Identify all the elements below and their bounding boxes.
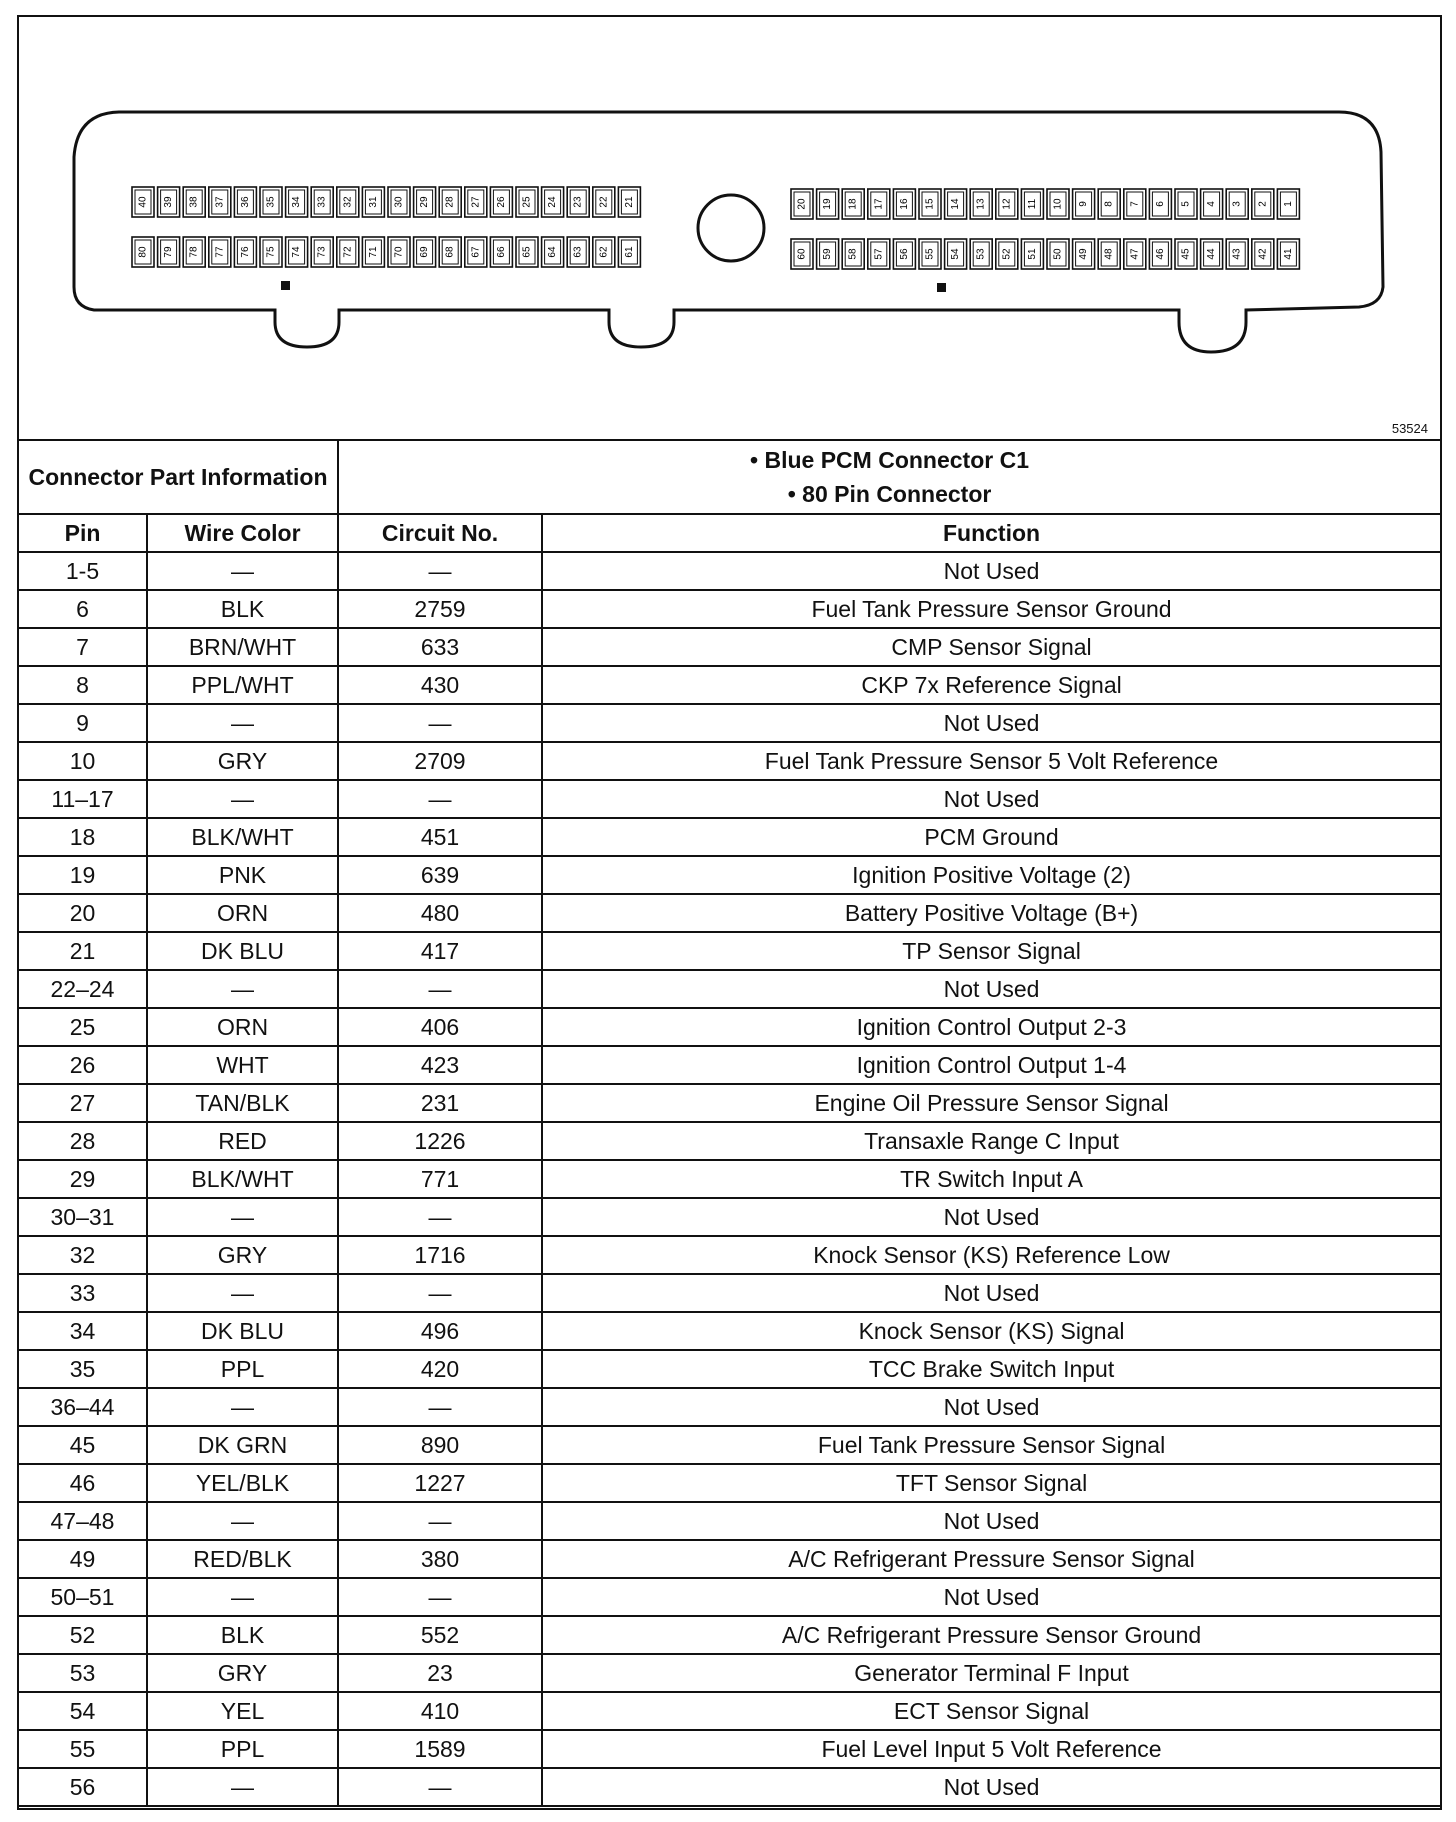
function-cell: Ignition Positive Voltage (2) bbox=[542, 856, 1440, 894]
circuit-cell: — bbox=[338, 1578, 542, 1616]
pin-number-label: 43 bbox=[1231, 248, 1243, 260]
pin-cell: 18 bbox=[19, 818, 147, 856]
table-row bbox=[19, 1730, 1440, 1768]
table-row bbox=[19, 932, 1440, 970]
table-row bbox=[19, 1464, 1440, 1502]
pin-number-label: 24 bbox=[547, 196, 559, 208]
pin-number-label: 76 bbox=[239, 246, 251, 258]
pin-number-label: 37 bbox=[214, 196, 226, 208]
pin-number-label: 65 bbox=[521, 246, 533, 258]
circuit-cell: 639 bbox=[338, 856, 542, 894]
wire-color-cell: — bbox=[147, 1578, 338, 1616]
function-cell: TFT Sensor Signal bbox=[542, 1464, 1440, 1502]
pin-number-label: 16 bbox=[898, 198, 910, 210]
pin-cell: 19 bbox=[19, 856, 147, 894]
pin-number-label: 22 bbox=[598, 196, 610, 208]
pin-number-label: 34 bbox=[291, 196, 303, 208]
wire-color-cell: — bbox=[147, 1198, 338, 1236]
pin-cell: 27 bbox=[19, 1084, 147, 1122]
pin-number-label: 12 bbox=[1001, 198, 1013, 210]
pin-number-label: 28 bbox=[444, 196, 456, 208]
pin-number-label: 44 bbox=[1206, 248, 1218, 260]
circuit-cell: 771 bbox=[338, 1160, 542, 1198]
pin-cell: 1-5 bbox=[19, 552, 147, 590]
function-cell: Fuel Level Input 5 Volt Reference bbox=[542, 1730, 1440, 1768]
wire-color-cell: ORN bbox=[147, 894, 338, 932]
pin-number-label: 55 bbox=[924, 248, 936, 260]
table-row bbox=[19, 1198, 1440, 1236]
circuit-cell: 406 bbox=[338, 1008, 542, 1046]
pin-cell: 56 bbox=[19, 1768, 147, 1806]
pin-cell: 45 bbox=[19, 1426, 147, 1464]
pin-cell: 53 bbox=[19, 1654, 147, 1692]
pin-number-label: 35 bbox=[265, 196, 277, 208]
wire-color-cell: PPL/WHT bbox=[147, 666, 338, 704]
connector-description bbox=[338, 441, 1440, 514]
function-cell: Not Used bbox=[542, 704, 1440, 742]
table-row bbox=[19, 1578, 1440, 1616]
function-cell: Fuel Tank Pressure Sensor Signal bbox=[542, 1426, 1440, 1464]
function-cell: Ignition Control Output 1-4 bbox=[542, 1046, 1440, 1084]
function-cell: CKP 7x Reference Signal bbox=[542, 666, 1440, 704]
circuit-cell: 890 bbox=[338, 1426, 542, 1464]
table-row bbox=[19, 1502, 1440, 1540]
table-row bbox=[19, 818, 1440, 856]
circuit-cell: — bbox=[338, 780, 542, 818]
pin-number-label: 8 bbox=[1103, 201, 1115, 207]
circuit-cell: 23 bbox=[338, 1654, 542, 1692]
pin-cell: 9 bbox=[19, 704, 147, 742]
function-cell: Ignition Control Output 2-3 bbox=[542, 1008, 1440, 1046]
pin-number-label: 75 bbox=[265, 246, 277, 258]
table-row bbox=[19, 552, 1440, 590]
pin-number-label: 33 bbox=[316, 196, 328, 208]
table-row bbox=[19, 1312, 1440, 1350]
circuit-cell: 2759 bbox=[338, 590, 542, 628]
pin-number-label: 60 bbox=[796, 248, 808, 260]
table-row bbox=[19, 1616, 1440, 1654]
wire-color-cell: BRN/WHT bbox=[147, 628, 338, 666]
circuit-cell: — bbox=[338, 1198, 542, 1236]
pin-number-label: 72 bbox=[342, 246, 354, 258]
pin-number-label: 29 bbox=[419, 196, 431, 208]
wire-color-cell: DK BLU bbox=[147, 932, 338, 970]
table-row bbox=[19, 590, 1440, 628]
table-row bbox=[19, 970, 1440, 1008]
circuit-cell: 633 bbox=[338, 628, 542, 666]
function-cell: PCM Ground bbox=[542, 818, 1440, 856]
pin-cell: 22–24 bbox=[19, 970, 147, 1008]
pin-number-label: 3 bbox=[1231, 201, 1243, 207]
pin-cell: 6 bbox=[19, 590, 147, 628]
wire-color-cell: — bbox=[147, 1388, 338, 1426]
circuit-cell: 423 bbox=[338, 1046, 542, 1084]
circuit-cell: 380 bbox=[338, 1540, 542, 1578]
function-cell: Knock Sensor (KS) Reference Low bbox=[542, 1236, 1440, 1274]
pin-number-label: 9 bbox=[1078, 201, 1090, 207]
circuit-cell: 430 bbox=[338, 666, 542, 704]
wire-color-cell: — bbox=[147, 970, 338, 1008]
pin-cell: 8 bbox=[19, 666, 147, 704]
function-cell: Not Used bbox=[542, 1768, 1440, 1806]
table-row bbox=[19, 742, 1440, 780]
col-header-function: Function bbox=[542, 514, 1440, 552]
table-row bbox=[19, 1768, 1440, 1806]
pin-cell: 50–51 bbox=[19, 1578, 147, 1616]
col-header-pin: Pin bbox=[19, 514, 147, 552]
wire-color-cell: PPL bbox=[147, 1350, 338, 1388]
pin-cell: 29 bbox=[19, 1160, 147, 1198]
table-row bbox=[19, 780, 1440, 818]
pin-number-label: 47 bbox=[1129, 248, 1141, 260]
col-header-wire-color: Wire Color bbox=[147, 514, 338, 552]
wire-color-cell: BLK/WHT bbox=[147, 818, 338, 856]
pin-number-label: 71 bbox=[367, 246, 379, 258]
table-row bbox=[19, 1122, 1440, 1160]
pin-number-label: 79 bbox=[163, 246, 175, 258]
function-cell: TR Switch Input A bbox=[542, 1160, 1440, 1198]
pin-number-label: 80 bbox=[137, 246, 149, 258]
pin-number-label: 7 bbox=[1129, 201, 1141, 207]
wire-color-cell: BLK bbox=[147, 590, 338, 628]
circuit-cell: 451 bbox=[338, 818, 542, 856]
pin-number-label: 73 bbox=[316, 246, 328, 258]
alignment-mark-right bbox=[937, 283, 946, 292]
pin-number-label: 64 bbox=[547, 246, 559, 258]
pin-number-label: 1 bbox=[1282, 201, 1294, 207]
function-cell: Not Used bbox=[542, 1274, 1440, 1312]
pin-number-label: 30 bbox=[393, 196, 405, 208]
function-cell: TP Sensor Signal bbox=[542, 932, 1440, 970]
pin-number-label: 2 bbox=[1257, 201, 1269, 207]
table-row bbox=[19, 1274, 1440, 1312]
pin-number-label: 61 bbox=[623, 246, 635, 258]
wire-color-cell: DK GRN bbox=[147, 1426, 338, 1464]
circuit-cell: — bbox=[338, 552, 542, 590]
wire-color-cell: GRY bbox=[147, 742, 338, 780]
circuit-cell: 1226 bbox=[338, 1122, 542, 1160]
pin-number-label: 11 bbox=[1026, 198, 1038, 210]
function-cell: Not Used bbox=[542, 970, 1440, 1008]
circuit-cell: — bbox=[338, 1768, 542, 1806]
circuit-cell: 420 bbox=[338, 1350, 542, 1388]
connector-figure bbox=[19, 17, 1440, 441]
wire-color-cell: PNK bbox=[147, 856, 338, 894]
pin-number-label: 54 bbox=[950, 248, 962, 260]
wire-color-cell: ORN bbox=[147, 1008, 338, 1046]
pin-cell: 35 bbox=[19, 1350, 147, 1388]
pin-cell: 36–44 bbox=[19, 1388, 147, 1426]
pin-cell: 20 bbox=[19, 894, 147, 932]
pin-number-label: 31 bbox=[367, 196, 379, 208]
wire-color-cell: YEL/BLK bbox=[147, 1464, 338, 1502]
circuit-cell: — bbox=[338, 1388, 542, 1426]
pin-cell: 28 bbox=[19, 1122, 147, 1160]
connector-line: • Blue PCM Connector C1 bbox=[339, 443, 1440, 477]
pin-number-label: 5 bbox=[1180, 201, 1192, 207]
circuit-cell: — bbox=[338, 1274, 542, 1312]
table-row bbox=[19, 628, 1440, 666]
function-cell: Battery Positive Voltage (B+) bbox=[542, 894, 1440, 932]
alignment-mark-left bbox=[281, 281, 290, 290]
pin-number-label: 18 bbox=[847, 198, 859, 210]
pin-cell: 49 bbox=[19, 1540, 147, 1578]
function-cell: Knock Sensor (KS) Signal bbox=[542, 1312, 1440, 1350]
pin-number-label: 26 bbox=[495, 196, 507, 208]
table-row bbox=[19, 1236, 1440, 1274]
pin-number-label: 15 bbox=[924, 198, 936, 210]
wire-color-cell: RED/BLK bbox=[147, 1540, 338, 1578]
pin-number-label: 36 bbox=[239, 196, 251, 208]
connector-housing bbox=[74, 112, 1383, 352]
circuit-cell: 1716 bbox=[338, 1236, 542, 1274]
wire-color-cell: — bbox=[147, 1502, 338, 1540]
wire-color-cell: — bbox=[147, 780, 338, 818]
wire-color-cell: YEL bbox=[147, 1692, 338, 1730]
function-cell: Not Used bbox=[542, 1502, 1440, 1540]
function-cell: CMP Sensor Signal bbox=[542, 628, 1440, 666]
pin-number-label: 78 bbox=[188, 246, 200, 258]
wire-color-cell: BLK bbox=[147, 1616, 338, 1654]
wire-color-cell: — bbox=[147, 704, 338, 742]
pin-number-label: 38 bbox=[188, 196, 200, 208]
pin-cell: 33 bbox=[19, 1274, 147, 1312]
pin-cell: 46 bbox=[19, 1464, 147, 1502]
pin-number-label: 53 bbox=[975, 248, 987, 260]
function-cell: ECT Sensor Signal bbox=[542, 1692, 1440, 1730]
function-cell: Fuel Tank Pressure Sensor 5 Volt Reference bbox=[542, 742, 1440, 780]
wire-color-cell: — bbox=[147, 1768, 338, 1806]
pin-number-label: 48 bbox=[1103, 248, 1115, 260]
circuit-cell: — bbox=[338, 970, 542, 1008]
wire-color-cell: BLK/WHT bbox=[147, 1160, 338, 1198]
pin-number-label: 70 bbox=[393, 246, 405, 258]
keying-circle bbox=[698, 195, 764, 261]
pin-number-label: 10 bbox=[1052, 198, 1064, 210]
pin-number-label: 32 bbox=[342, 196, 354, 208]
pin-cell: 30–31 bbox=[19, 1198, 147, 1236]
pin-cell: 10 bbox=[19, 742, 147, 780]
table-row bbox=[19, 1046, 1440, 1084]
table-row bbox=[19, 704, 1440, 742]
function-cell: TCC Brake Switch Input bbox=[542, 1350, 1440, 1388]
wire-color-cell: GRY bbox=[147, 1236, 338, 1274]
pin-cell: 21 bbox=[19, 932, 147, 970]
pin-cell: 34 bbox=[19, 1312, 147, 1350]
wire-color-cell: WHT bbox=[147, 1046, 338, 1084]
pin-number-label: 57 bbox=[873, 248, 885, 260]
connector-line: • 80 Pin Connector bbox=[339, 477, 1440, 511]
col-header-circuit: Circuit No. bbox=[338, 514, 542, 552]
function-cell: Not Used bbox=[542, 780, 1440, 818]
table-row bbox=[19, 1654, 1440, 1692]
circuit-cell: 480 bbox=[338, 894, 542, 932]
pin-number-label: 42 bbox=[1257, 248, 1269, 260]
pin-number-label: 6 bbox=[1154, 201, 1166, 207]
pin-table bbox=[19, 441, 1440, 1807]
pin-number-label: 45 bbox=[1180, 248, 1192, 260]
connector-diagram bbox=[19, 17, 1440, 441]
function-cell: Transaxle Range C Input bbox=[542, 1122, 1440, 1160]
circuit-cell: — bbox=[338, 1502, 542, 1540]
figure-id: 53524 bbox=[1391, 421, 1428, 436]
pin-number-label: 49 bbox=[1078, 248, 1090, 260]
pin-number-label: 63 bbox=[572, 246, 584, 258]
circuit-cell: — bbox=[338, 704, 542, 742]
pin-number-label: 56 bbox=[898, 248, 910, 260]
pin-cell: 7 bbox=[19, 628, 147, 666]
pin-number-label: 39 bbox=[163, 196, 175, 208]
circuit-cell: 417 bbox=[338, 932, 542, 970]
pin-number-label: 25 bbox=[521, 196, 533, 208]
document-sheet bbox=[17, 15, 1442, 1810]
pin-cell: 11–17 bbox=[19, 780, 147, 818]
pin-number-label: 13 bbox=[975, 198, 987, 210]
pin-number-label: 77 bbox=[214, 246, 226, 258]
table-title-row bbox=[19, 441, 1440, 514]
table-row bbox=[19, 1426, 1440, 1464]
pin-number-label: 19 bbox=[822, 198, 834, 210]
table-row bbox=[19, 1388, 1440, 1426]
wire-color-cell: DK BLU bbox=[147, 1312, 338, 1350]
pin-number-label: 51 bbox=[1026, 248, 1038, 260]
pin-cell: 25 bbox=[19, 1008, 147, 1046]
wire-color-cell: GRY bbox=[147, 1654, 338, 1692]
pin-number-label: 20 bbox=[796, 198, 808, 210]
table-row bbox=[19, 894, 1440, 932]
pin-number-label: 62 bbox=[598, 246, 610, 258]
circuit-cell: 1227 bbox=[338, 1464, 542, 1502]
wire-color-cell: RED bbox=[147, 1122, 338, 1160]
pin-number-label: 4 bbox=[1206, 201, 1218, 207]
circuit-cell: 231 bbox=[338, 1084, 542, 1122]
function-cell: Not Used bbox=[542, 1578, 1440, 1616]
wire-color-cell: — bbox=[147, 552, 338, 590]
column-header-row bbox=[19, 514, 1440, 552]
pin-cell: 32 bbox=[19, 1236, 147, 1274]
pin-number-label: 17 bbox=[873, 198, 885, 210]
function-cell: Fuel Tank Pressure Sensor Ground bbox=[542, 590, 1440, 628]
pin-cell: 52 bbox=[19, 1616, 147, 1654]
wire-color-cell: — bbox=[147, 1274, 338, 1312]
table-row bbox=[19, 1084, 1440, 1122]
function-cell: Generator Terminal F Input bbox=[542, 1654, 1440, 1692]
pin-number-label: 23 bbox=[572, 196, 584, 208]
function-cell: Engine Oil Pressure Sensor Signal bbox=[542, 1084, 1440, 1122]
circuit-cell: 2709 bbox=[338, 742, 542, 780]
pin-cell: 26 bbox=[19, 1046, 147, 1084]
circuit-cell: 1589 bbox=[338, 1730, 542, 1768]
pin-number-label: 46 bbox=[1154, 248, 1166, 260]
function-cell: A/C Refrigerant Pressure Sensor Ground bbox=[542, 1616, 1440, 1654]
pin-number-label: 21 bbox=[623, 196, 635, 208]
pin-number-label: 58 bbox=[847, 248, 859, 260]
circuit-cell: 496 bbox=[338, 1312, 542, 1350]
function-cell: Not Used bbox=[542, 552, 1440, 590]
table-row bbox=[19, 1160, 1440, 1198]
wire-color-cell: PPL bbox=[147, 1730, 338, 1768]
pin-number-label: 74 bbox=[291, 246, 303, 258]
pin-cell: 47–48 bbox=[19, 1502, 147, 1540]
pin-number-label: 66 bbox=[495, 246, 507, 258]
pin-number-label: 69 bbox=[419, 246, 431, 258]
function-cell: Not Used bbox=[542, 1388, 1440, 1426]
pin-number-label: 52 bbox=[1001, 248, 1013, 260]
table-row bbox=[19, 856, 1440, 894]
part-info-heading: Connector Part Information bbox=[19, 441, 338, 514]
pin-number-label: 40 bbox=[137, 196, 149, 208]
table-row bbox=[19, 1540, 1440, 1578]
pin-number-label: 68 bbox=[444, 246, 456, 258]
circuit-cell: 410 bbox=[338, 1692, 542, 1730]
table-row bbox=[19, 1350, 1440, 1388]
table-row bbox=[19, 666, 1440, 704]
pin-number-label: 27 bbox=[470, 196, 482, 208]
pin-cell: 55 bbox=[19, 1730, 147, 1768]
wire-color-cell: TAN/BLK bbox=[147, 1084, 338, 1122]
table-row bbox=[19, 1692, 1440, 1730]
function-cell: A/C Refrigerant Pressure Sensor Signal bbox=[542, 1540, 1440, 1578]
circuit-cell: 552 bbox=[338, 1616, 542, 1654]
pin-number-label: 41 bbox=[1282, 248, 1294, 260]
pin-number-label: 50 bbox=[1052, 248, 1064, 260]
pin-cell: 54 bbox=[19, 1692, 147, 1730]
pin-number-label: 67 bbox=[470, 246, 482, 258]
table-row bbox=[19, 1008, 1440, 1046]
pin-number-label: 14 bbox=[950, 198, 962, 210]
function-cell: Not Used bbox=[542, 1198, 1440, 1236]
pin-number-label: 59 bbox=[822, 248, 834, 260]
